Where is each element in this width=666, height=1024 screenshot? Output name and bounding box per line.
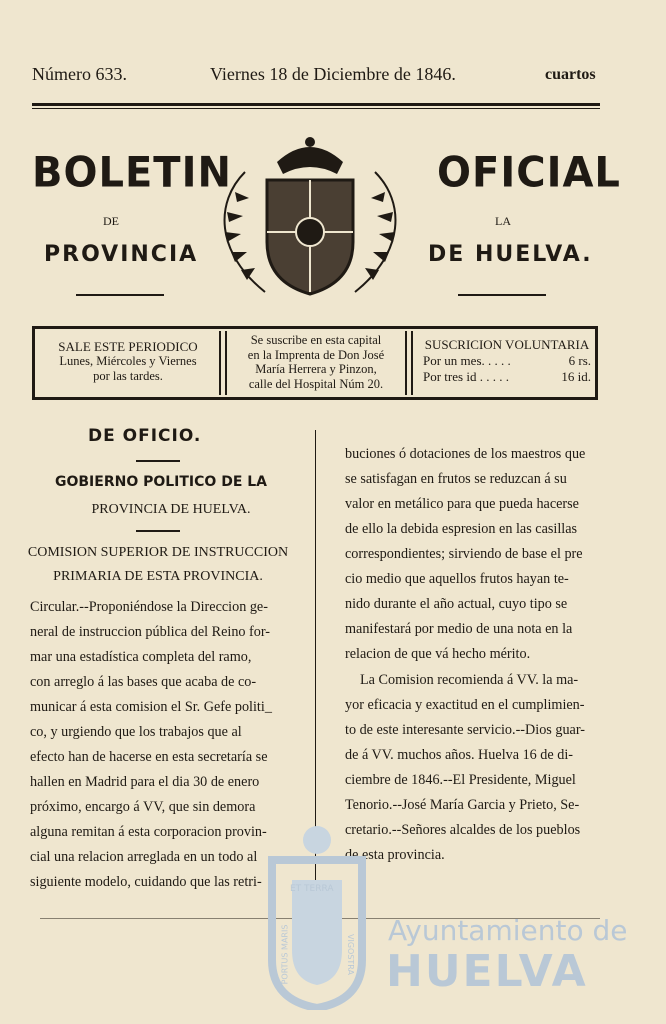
masthead-provincia: PROVINCIA (44, 242, 199, 267)
text-line: neral de instruccion pública del Reino for- (30, 624, 271, 640)
gov-title: GOBIERNO POLITICO DE LA (54, 474, 268, 490)
text-line: Tenorio.--José María Garcia y Prieto, Se- (345, 797, 580, 813)
text-line: próximo, encargo á VV, que sin demora (30, 799, 256, 815)
info-line: SALE ESTE PERIODICO (58, 339, 198, 354)
heading-rule (136, 460, 180, 462)
text-line: cretario.--Señores alcaldes de los pueblos (345, 822, 581, 838)
text-line: manifestará por medio de una nota en la (345, 621, 573, 637)
masthead-la: LA (495, 214, 511, 228)
masthead-de-huelva: DE HUELVA. (428, 242, 593, 267)
text-line: alguna remitan á esta corporacion provin- (30, 824, 267, 840)
section-heading: DE OFICIO. (88, 426, 202, 446)
info-title: SUSCRICION VOLUNTARIA (424, 337, 590, 352)
text-line: siguiente modelo, cuidando que las retri- (30, 874, 262, 890)
seal-left-text: PORTUS MARIS (280, 924, 290, 985)
commission-subtitle: PRIMARIA DE ESTA PROVINCIA. (53, 569, 263, 584)
info-line: Se suscribe en esta capital (250, 333, 382, 347)
gov-subtitle: PROVINCIA DE HUELVA. (91, 502, 251, 517)
text-line: de ello la debida espresion en las casillas (345, 521, 578, 537)
info-line: María Herrera y Pinzon, (255, 362, 377, 376)
masthead-oficial: OFICIAL (437, 148, 621, 198)
text-line: nido durante el año actual, cuyo tipo se (345, 596, 568, 612)
header-rule-thin (32, 108, 600, 109)
ornament-left (76, 294, 164, 296)
info-divider (405, 331, 413, 395)
text-line: co, y urgiendo que los trabajos que al (30, 724, 242, 740)
text-line: La Comision recomienda á VV. la ma- (360, 672, 579, 688)
heading-rule (136, 530, 180, 532)
text-line: cial una relacion arreglada en un todo al (30, 849, 258, 865)
seal-top-text: ET TERRA (290, 884, 334, 894)
watermark-line1: Ayuntamiento de (388, 914, 628, 947)
masthead-boletin: BOLETIN (32, 148, 232, 198)
masthead-de: DE (103, 214, 119, 228)
watermark-seal-icon (262, 820, 372, 1010)
info-publication (39, 339, 217, 384)
text-line: hallen en Madrid para el dia 30 de enero (30, 774, 260, 790)
issue-date: Viernes 18 de Diciembre de 1846. (210, 64, 456, 84)
info-voluntary (419, 337, 595, 385)
seal-right-text: VIGOSTRA (346, 934, 355, 975)
price-value: 16 id. (561, 369, 591, 384)
text-line: valor en metálico para que pueda hacerse (345, 496, 579, 512)
text-line: buciones ó dotaciones de los maestros que (345, 446, 586, 462)
info-divider (219, 331, 227, 395)
text-line: de á VV. muchos años. Huelva 16 de di- (345, 747, 574, 763)
text-line: con arreglo á las bases que acaba de co- (30, 674, 257, 690)
header-rule (32, 103, 600, 106)
coat-of-arms-icon (205, 132, 415, 302)
price-row (419, 369, 595, 385)
price-row (419, 353, 595, 369)
info-box (32, 326, 598, 400)
text-line: Circular.--Proponiéndose la Direccion ge- (30, 599, 268, 615)
text-line: municar á esta comision el Sr. Gefe politi_ (30, 699, 272, 715)
text-line: relacion de que vá hecho mérito. (345, 646, 531, 662)
text-line: yor eficacia y exactitud en el cumplimien- (345, 697, 585, 713)
issue-number: Número 633. (32, 64, 127, 84)
info-line: en la Imprenta de Don José (247, 347, 385, 362)
text-line: efecto han de hacerse en esta secretaría se (30, 749, 268, 765)
issue-price: cuartos (545, 66, 596, 83)
price-value: 6 rs. (568, 353, 591, 368)
info-subscription (229, 333, 403, 391)
text-line: correspondientes; sirviendo de base el pre (345, 546, 583, 562)
commission-title: COMISION SUPERIOR DE INSTRUCCION (27, 545, 289, 560)
info-line: por las tardes. (93, 369, 163, 383)
text-line: de esta provincia. (345, 847, 445, 863)
text-line: mar una estadística completa del ramo, (30, 649, 252, 665)
info-line: calle del Hospital Núm 20. (248, 376, 384, 391)
text-line: ciembre de 1846.--El Presidente, Miguel (345, 772, 576, 788)
price-label: Por tres id . . . . . (423, 369, 509, 384)
ornament-right (458, 294, 546, 296)
text-line: to de este interesante servicio.--Dios guar- (345, 722, 586, 738)
text-line: se satisfagan en frutos se reduzcan á su (345, 471, 567, 487)
text-line: cio medio que aquellos frutos hayan te- (345, 571, 569, 587)
info-line: Lunes, Miércoles y Viernes (59, 354, 197, 368)
price-label: Por un mes. . . . . (423, 353, 511, 368)
watermark-line2: HUELVA (386, 946, 588, 997)
